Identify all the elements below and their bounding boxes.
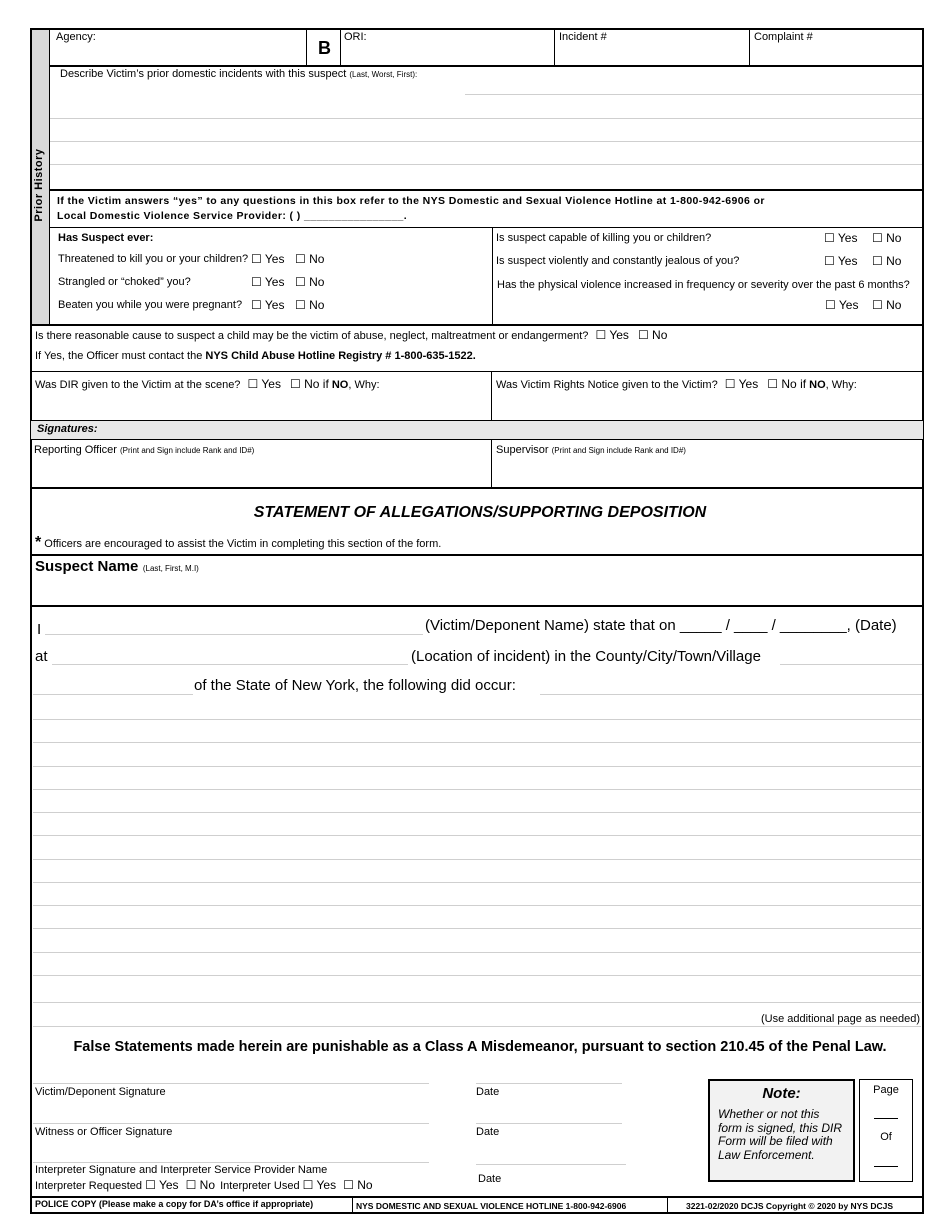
- officer-note: * Officers are encouraged to assist the Victim in completing this section of the form.: [35, 534, 442, 551]
- statement-first-line-field[interactable]: [540, 678, 922, 695]
- dir-question: Was DIR given to the Victim at the scene? ☐ Yes ☐ No if NO, Why:: [35, 377, 380, 391]
- signatures-header: Signatures:: [37, 423, 98, 435]
- victim-signature-label: Victim/Deponent Signature: [35, 1086, 166, 1098]
- hotline-footer: NYS DOMESTIC AND SEXUAL VIOLENCE HOTLINE 1-800-942-6906: [356, 1201, 627, 1211]
- q-jealous-no[interactable]: ☐ No: [872, 254, 902, 268]
- at-label: at: [35, 648, 48, 665]
- interp-used-yes[interactable]: ☐ Yes: [302, 1178, 337, 1192]
- complaint-field[interactable]: [751, 44, 921, 64]
- interpreter-signature-label: Interpreter Signature and Interpreter Service Provider Name: [35, 1164, 328, 1176]
- page-box: [859, 1079, 913, 1182]
- note-box: [708, 1079, 855, 1182]
- prior-incidents-textarea[interactable]: [50, 82, 922, 188]
- hotline-notice-line2: Local Domestic Violence Service Provider: ( ) ________________.: [57, 210, 408, 222]
- describe-label: Describe Victim’s prior domestic incidents with this suspect (Last, Worst, First):: [60, 68, 418, 80]
- statement-textarea[interactable]: [33, 700, 921, 1004]
- child-abuse-contact: If Yes, the Officer must contact the NYS Child Abuse Hotline Registry # 1-800-635-1522.: [35, 350, 476, 362]
- agency-label: Agency:: [56, 31, 96, 43]
- victim-date-label: Date: [476, 1086, 500, 1098]
- q-jealous: Is suspect violently and constantly jealous of you?: [496, 255, 740, 267]
- incident-field[interactable]: [556, 44, 746, 64]
- additional-page-note: (Use additional page as needed): [760, 1013, 920, 1025]
- dir-yes[interactable]: ☐ Yes: [247, 377, 281, 391]
- q-beaten-no[interactable]: ☐ No: [295, 298, 325, 312]
- false-statement-warning: False Statements made herein are punishable as a Class A Misdemeanor, pursuant to section 210.45 of the Penal Law.: [73, 1039, 887, 1055]
- of-label: Of: [880, 1131, 892, 1143]
- statement-title: STATEMENT OF ALLEGATIONS/SUPPORTING DEPOSITION: [253, 504, 707, 521]
- signatures-header-bar: [31, 421, 923, 440]
- suspect-name-field[interactable]: [33, 578, 921, 604]
- agency-field[interactable]: [50, 44, 304, 64]
- child-abuse-question: Is there reasonable cause to suspect a child may be the victim of abuse, neglect, maltreatment or endangerment? ☐ Yes ☐ No: [35, 328, 668, 342]
- interpreter-date-label: Date: [478, 1173, 502, 1185]
- q-strangled-yes[interactable]: ☐ Yes: [251, 275, 285, 289]
- suspect-name-label: Suspect Name (Last, First, M.I): [35, 558, 199, 575]
- has-suspect-ever-heading: Has Suspect ever:: [58, 232, 154, 244]
- hotline-notice-line1: If the Victim answers “yes” to any questions in this box refer to the NYS Domestic and Sexual Violence Hotline at 1-800-942-6906 or: [57, 195, 765, 207]
- witness-signature-label: Witness or Officer Signature: [35, 1126, 173, 1138]
- prior-history-label: Prior History: [33, 148, 45, 222]
- county-field[interactable]: [780, 648, 922, 665]
- interpreter-options: Interpreter Requested ☐ Yes ☐ No Interpreter Used ☐ Yes ☐ No: [35, 1178, 373, 1192]
- page-label: Page: [873, 1084, 899, 1096]
- q-threatened-no[interactable]: ☐ No: [295, 252, 325, 266]
- q-strangled-no[interactable]: ☐ No: [295, 275, 325, 289]
- interp-requested-yes[interactable]: ☐ Yes: [145, 1178, 179, 1192]
- copyright-footer: 3221-02/2020 DCJS Copyright © 2020 by NYS DCJS: [686, 1201, 894, 1211]
- state-statement: of the State of New York, the following did occur:: [194, 677, 516, 694]
- q-increased-yes[interactable]: ☐ Yes: [825, 298, 859, 312]
- q-beaten: Beaten you while you were pregnant?: [58, 299, 243, 311]
- location-field[interactable]: [52, 648, 408, 665]
- police-copy-label: POLICE COPY (Please make a copy for DA’s office if appropriate): [35, 1199, 314, 1209]
- rights-question: Was Victim Rights Notice given to the Victim? ☐ Yes ☐ No if NO, Why:: [496, 377, 857, 391]
- witness-date-label: Date: [476, 1126, 500, 1138]
- q-threatened: Threatened to kill you or your children?: [58, 253, 249, 265]
- q-beaten-yes[interactable]: ☐ Yes: [251, 298, 285, 312]
- note-text: Whether or not this form is signed, this DIR Form will be filed with Law Enforcement.: [718, 1107, 843, 1162]
- q-capable: Is suspect capable of killing you or children?: [496, 232, 712, 244]
- supervisor-label: Supervisor (Print and Sign include Rank and ID#): [496, 444, 686, 456]
- ori-field[interactable]: [342, 44, 552, 64]
- i-label: I: [37, 621, 42, 638]
- q-threatened-yes[interactable]: ☐ Yes: [251, 252, 285, 266]
- dir-no[interactable]: ☐ No if: [290, 377, 329, 391]
- ori-label: ORI:: [344, 31, 367, 43]
- child-abuse-yes[interactable]: ☐ Yes: [595, 328, 629, 342]
- page-total-field[interactable]: [874, 1156, 898, 1167]
- page-number-field[interactable]: [874, 1108, 898, 1119]
- complaint-label: Complaint #: [754, 31, 813, 43]
- q-increased: Has the physical violence increased in frequency or severity over the past 6 months?: [497, 279, 910, 291]
- q-capable-no[interactable]: ☐ No: [872, 231, 902, 245]
- location-statement: (Location of incident) in the County/City/Town/Village: [411, 648, 761, 665]
- b-marker: B: [318, 38, 331, 58]
- supervisor-field[interactable]: [494, 458, 921, 486]
- reporting-officer-label: Reporting Officer (Print and Sign include Rank and ID#): [34, 444, 255, 456]
- q-jealous-yes[interactable]: ☐ Yes: [824, 254, 858, 268]
- interp-used-no[interactable]: ☐ No: [343, 1178, 373, 1192]
- incident-label: Incident #: [559, 31, 607, 43]
- note-title: Note:: [762, 1085, 801, 1102]
- q-strangled: Strangled or “choked” you?: [58, 276, 191, 288]
- state-field[interactable]: [33, 678, 193, 695]
- q-increased-no[interactable]: ☐ No: [872, 298, 902, 312]
- rights-no[interactable]: ☐ No if: [767, 377, 807, 391]
- reporting-officer-field[interactable]: [33, 458, 489, 486]
- rights-yes[interactable]: ☐ Yes: [724, 377, 759, 391]
- q-capable-yes[interactable]: ☐ Yes: [824, 231, 858, 245]
- child-abuse-no[interactable]: ☐ No: [637, 328, 668, 342]
- deponent-statement: (Victim/Deponent Name) state that on _____ / ____ / ________, (Date): [425, 617, 897, 634]
- interp-requested-no[interactable]: ☐ No: [185, 1178, 216, 1192]
- deponent-name-field[interactable]: [45, 618, 423, 635]
